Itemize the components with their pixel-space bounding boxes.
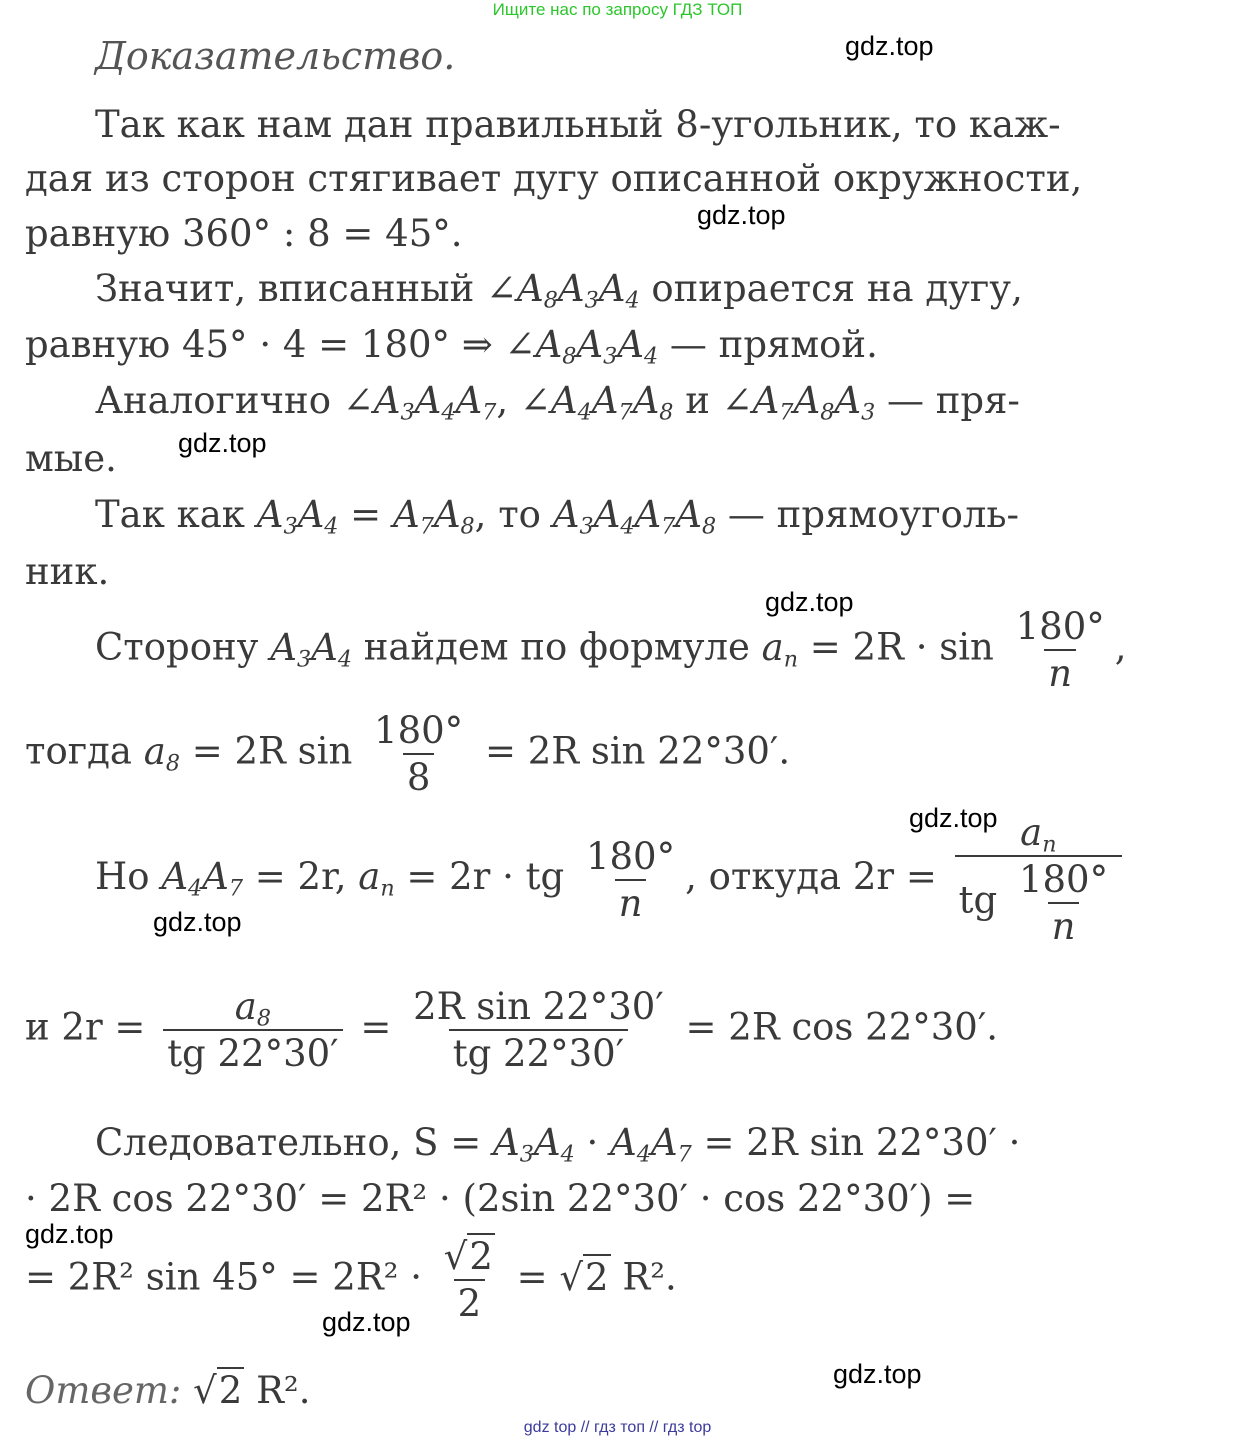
text-line: дая из сторон стягивает дугу описанной окружности,	[25, 157, 1083, 200]
fraction: $\frac{180^\circ}{n}$	[585, 834, 676, 925]
fraction: $\frac{\text{2R sin 22°30′}}{tg 22^\circ 30'}$	[413, 985, 664, 1075]
fraction: $\frac{180^\circ}{n}$	[1015, 605, 1105, 695]
watermark: gdz.top	[909, 803, 998, 833]
text-line: Так как $A_3A_4 = A_7A_8$, то $A_3A_4A_7A_8$ — прямоуголь-	[95, 493, 1020, 540]
formula-line: · 2R cos 22°30′ = 2R² · (2sin 22°30′ · cos 22°30′) =	[25, 1177, 976, 1220]
text-line: ник.	[25, 550, 110, 593]
fraction: $\frac{a_8}{tg 22^\circ 30'}$	[163, 988, 342, 1072]
fraction: $\frac{√2}{2}$	[443, 1235, 493, 1325]
fraction: $\frac{180^\circ}{n}$	[1018, 858, 1109, 948]
watermark: gdz.top	[697, 200, 786, 230]
sqrt-symbol: √2	[443, 1235, 493, 1278]
footer-watermark: gdz top // гдз топ // гдз top	[523, 1419, 712, 1436]
fraction: $\frac{180^\circ}{8}$	[374, 709, 464, 799]
answer-line: Ответ: √2 R².	[25, 1369, 311, 1412]
formula-line: тогда $a_8 = 2R$ sin $\frac{180^\circ}{8}$ = 2R sin 22°30′.	[25, 709, 791, 799]
watermark: gdz.top	[833, 1359, 922, 1389]
formula-line: = 2R² sin 45° = 2R² · $\frac{√2}{2}$ = √2 R².	[25, 1235, 677, 1325]
text-line: равную 45° · 4 = 180° ⇒ $\angle A_8A_3A_4$ — прямой.	[25, 323, 878, 370]
text-line: равную 360° : 8 = 45°.	[25, 212, 463, 255]
watermark: gdz.top	[765, 587, 854, 617]
top-banner: Ищите нас по запросу ГДЗ ТОП	[492, 0, 743, 19]
text-line: Аналогично $\angle A_3A_4A_7$, $\angle A_4A_7A_8$ и $\angle A_7A_8A_3$ — пря-	[95, 379, 1020, 426]
watermark: gdz.top	[845, 31, 934, 61]
text-line: мые.	[25, 437, 117, 480]
text-line: Значит, вписанный $\angle A_8A_3A_4$ опирается на дугу,	[95, 267, 1023, 314]
sqrt-symbol: √2	[193, 1369, 243, 1412]
formula-line: и 2r = $\frac{a_8}{tg 22^\circ 30'}$ = $\frac{\text{2R sin 22°30′}}{tg 22^\circ 30'}$ = 2R cos 22°30′.	[25, 985, 999, 1075]
formula-line: Но $A_4A_7 = 2r$, $a_n = 2r$ · tg $\frac{180^\circ}{n}$ , откуда 2r = $a_n$ tg $\frac{180^\circ}{n}$	[95, 814, 1128, 945]
formula-line: Сторону $A_3A_4$ найдем по формуле $a_n = 2R \cdot \sin$ $\frac{180^\circ}{n}$ ,	[95, 605, 1127, 695]
formula-line: Следовательно, $S = A_3A_4 \cdot A_4A_7 = 2R$ sin 22°30′ ·	[95, 1121, 1021, 1168]
watermark: gdz.top	[178, 428, 267, 458]
proof-title: Доказательство.	[95, 34, 456, 78]
fraction: $a_n$ tg $\frac{180^\circ}{n}$	[955, 814, 1122, 945]
watermark: gdz.top	[25, 1219, 114, 1249]
sqrt-symbol: √2	[559, 1255, 609, 1299]
watermark: gdz.top	[153, 907, 242, 937]
text-line: Так как нам дан правильный 8-угольник, то каж-	[95, 103, 1061, 146]
watermark: gdz.top	[322, 1307, 411, 1337]
